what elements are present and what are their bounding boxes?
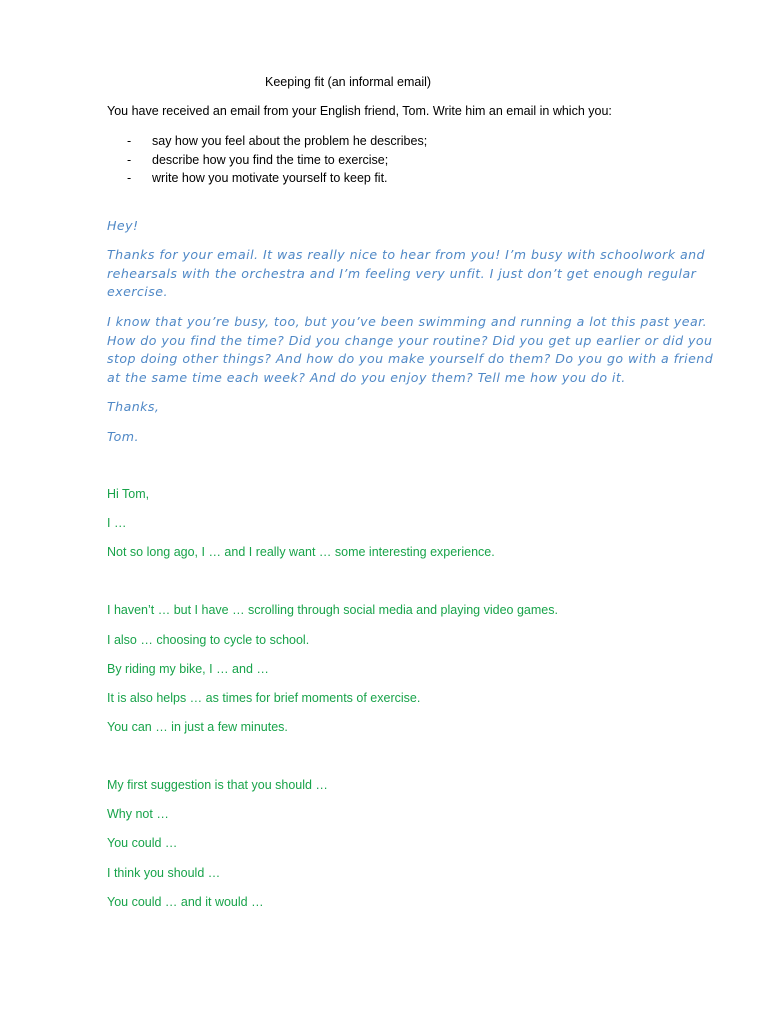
reply-line: Hi Tom, <box>107 487 150 501</box>
bullet-dash: - <box>127 152 132 167</box>
reply-line: It is also helps … as times for brief moments of exercise. <box>107 691 421 705</box>
document-title: Keeping fit (an informal email) <box>265 75 432 89</box>
reply-line: You could … <box>107 836 178 850</box>
reply-line: I … <box>107 516 127 530</box>
reply-line: You could … and it would … <box>107 895 264 909</box>
task-text: write how you motivate yourself to keep fit. <box>152 171 388 185</box>
reply-line: By riding my bike, I … and … <box>107 662 269 676</box>
task-text: describe how you find the time to exercise; <box>152 152 389 167</box>
task-item <box>127 169 427 188</box>
reply-line: My first suggestion is that you should … <box>107 778 328 792</box>
reply-line: I haven’t … but I have … scrolling through social media and playing video games. <box>107 603 558 617</box>
tom-email-paragraph-1: Thanks for your email. It was really nice to hear from you! I’m busy with schoolwork and rehearsals with the orchestra and I’m feeling very unfit. I just don’t get enough regular exercise. <box>107 247 706 299</box>
reply-line: I think you should … <box>107 866 221 880</box>
task-item <box>127 132 427 151</box>
reply-line: You can … in just a few minutes. <box>107 720 288 734</box>
reply-line: Why not … <box>107 807 169 821</box>
task-instructions: You have received an email from your English friend, Tom. Write him an email in which you: <box>107 104 612 118</box>
task-item <box>127 151 427 170</box>
tom-email-closing: Thanks, <box>107 399 160 414</box>
bullet-dash: - <box>127 171 132 185</box>
task-list <box>127 132 427 188</box>
reply-line: I also … choosing to cycle to school. <box>107 633 310 647</box>
reply-line: Not so long ago, I … and I really want … some interesting experience. <box>107 545 495 559</box>
task-text: say how you feel about the problem he describes; <box>152 134 428 148</box>
tom-email-greeting: Hey! <box>107 218 139 233</box>
tom-email-signature: Tom. <box>107 429 139 444</box>
tom-email-paragraph-2: I know that you’re busy, too, but you’ve been swimming and running a lot this past year. How do you find the time? Did you change your routine? Did you get up earlier or did you stop doing other things? And how do you make yourself do them? Do you go with a friend at the same time each week? And do you enjoy them? Tell me how you do it. <box>107 314 714 385</box>
bullet-dash: - <box>127 134 132 148</box>
